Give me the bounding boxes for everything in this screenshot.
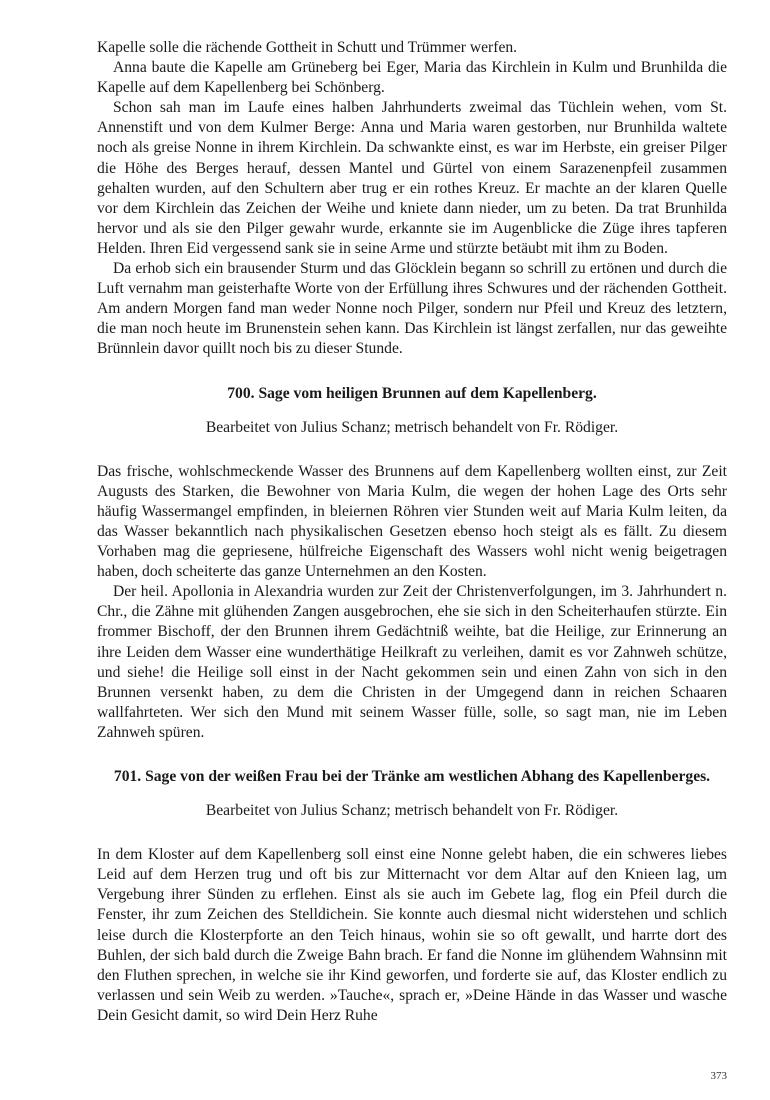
section-attribution: Bearbeitet von Julius Schanz; metrisch behandelt von Fr. Rödiger. xyxy=(205,802,619,820)
page-number: 373 xyxy=(710,1070,727,1082)
paragraph: Anna baute die Kapelle am Grüneberg bei Eger, Maria das Kirchlein in Kulm und Brunhilda die Kapelle auf dem Kapellenberg bei Schönberg. xyxy=(97,59,727,97)
paragraph: Schon sah man im Laufe eines halben Jahrhunderts zweimal das Tüchlein wehen, vom St. Annenstift und von dem Kulmer Berge: Anna und Maria waren gestorben, nur Brunhilda waltete noch als greise Nonne in ihrem Kirchlein. Da schwankte einst, es war im Herbste, ein greiser Pilger die Höhe des Berges herauf, dessen Mantel und Gürtel von einem Sarazenenpfeil zusammen gehalten wurden, auf den Schultern aber trug er ein rothes Kreuz. Er machte an der klaren Quelle vor dem Kirchlein das Zeichen der Weihe und kniete dann nieder, um zu beten. Da trat Brunhilda hervor und als sie den Pilger gewahr wurde, erkannte sie im Augenblicke die Züge ihres tapferen Helden. Ihren Eid vergessend sank sie in seine Arme und stürzte betäubt mit ihm zu Boden. xyxy=(97,99,727,257)
section-700 xyxy=(97,384,727,744)
paragraph: Der heil. Apollonia in Alexandria wurden zur Zeit der Christenverfolgungen, im 3. Jahrhundert n. Chr., die Zähne mit glühenden Zangen ausgebrochen, ehe sie sich in den Scheiterhaufen stürzte. Ein frommer Bischoff, der den Brunnen ihrem Gedächtniß weihte, bat die Heilige, zur Erinnerung an ihre Leiden dem Wasser eine wunderthätige Heilkraft zu verleihen, damit es vor Zahnweh schütze, und siehe! die Heilige soll einst in der Nacht gekommen sein und einen Zahn von sich in den Brunnen versenkt haben, zu dem die Christen in der Umgegend dann in reichen Schaaren wallfahrteten. Wer sich den Mund mit seinem Wasser fülle, solle, so sagt man, nie im Leben Zahnweh spüren. xyxy=(97,583,727,741)
section-title: 700. Sage vom heiligen Brunnen auf dem Kapellenberg. xyxy=(227,384,597,402)
section-701 xyxy=(97,767,727,1026)
paragraph: In dem Kloster auf dem Kapellenberg soll einst eine Nonne gelebt haben, die ein schweres liebes Leid auf dem Herzen trug und oft bis zur Mitternacht vor dem Altar auf den Knieen lag, um Vergebung ihrer Sünden zu erflehen. Einst als sie auch im Gebete lag, flog ein Pfeil durch die Fenster, ihr zum Zeichen des Stelldichein. Sie konnte auch diesmal nicht widerstehen und schlich leise durch die Klosterpforte an den Teich hinaus, wohin sie so oft gewallt, und harrte dort des Buhlen, der sich bald durch die Zweige Bahn brach. Er fand die Nonne im glühendem Wahnsinn mit den Fluthen sprechen, in welche sie ihr Kind geworfen, und forderte sie auf, das Kloster endlich zu verlassen und sein Weib zu werden. »Tauche«, sprach er, »Deine Hände in das Wasser und wasche Dein Gesicht damit, so wird Dein Herz Ruhe xyxy=(97,846,727,1024)
section-attribution: Bearbeitet von Julius Schanz; metrisch behandelt von Fr. Rödiger. xyxy=(205,418,619,436)
section-699-continuation xyxy=(97,38,727,360)
paragraph: Da erhob sich ein brausender Sturm und das Glöcklein begann so schrill zu ertönen und durch die Luft vernahm man geisterhafte Worte von der Erfüllung ihres Schwures und der rächenden Gottheit. Am andern Morgen fand man weder Nonne noch Pilger, sondern nur Pfeil und Kreuz des letztern, die man noch heute im Brunenstein sehen kann. Das Kirchlein ist längst zerfallen, nur das geweihte Brünnlein davor quillt noch bis zu dieser Stunde. xyxy=(97,260,727,358)
page-body xyxy=(97,38,727,1026)
paragraph: Das frische, wohlschmeckende Wasser des Brunnens auf dem Kapellenberg wollten einst, zur Zeit Augusts des Starken, die Bewohner von Maria Kulm, die wegen der hohen Lage des Orts sehr häufig Wassermangel empfinden, in bleiernen Röhren vier Stunden weit auf Maria Kulm leiten, da das Wasser bekanntlich nach physikalischen Gesetzen ebenso hoch steigt als es fällt. Zu diesem Vorhaben mag die gepriesene, hülfreiche Eigenschaft des Wassers wohl nicht wenig beigetragen haben, doch scheiterte das ganze Unternehmen an den Kosten. xyxy=(97,462,727,581)
section-title: 701. Sage von der weißen Frau bei der Tränke am westlichen Abhang des Kapellenberges. xyxy=(113,768,711,785)
paragraph: Kapelle solle die rächende Gottheit in Schutt und Trümmer werfen. xyxy=(97,39,518,56)
